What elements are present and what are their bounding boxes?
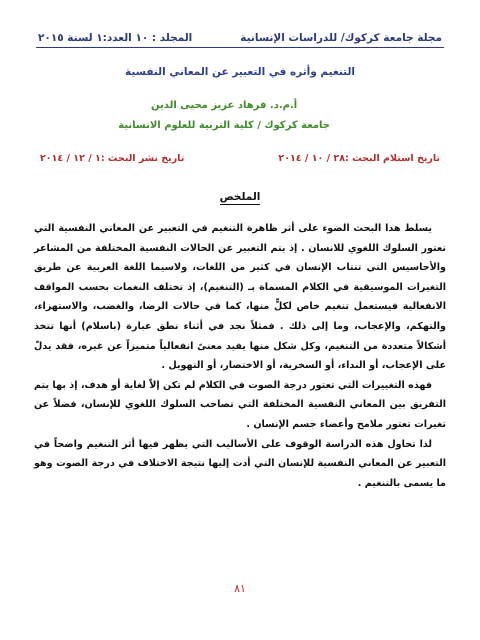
article-title: التنغيم وأثره في التعبير عن المعاني النفسية <box>124 66 355 78</box>
abstract-paragraph: فهذه التغييرات التي تعتور درجة الصوت في الكلام لم تكن إلاّ لغاية أو هدف، إذ بها يتم التفريق بين المعاني النفسية المختلفة التي تصاحب السلوك اللغوي للإنسان، فضلاً عن تغيرات تعتور ملامح وأعضاء جسم الإنسان . <box>34 379 446 430</box>
author-name: أ.م.د. فرهاد عزيز محيى الدين <box>151 100 298 111</box>
author-affiliation: جامعة كركوك / كلية التربية للعلوم الانسانية <box>118 120 330 131</box>
author-block <box>118 96 330 136</box>
abstract-body <box>34 219 446 493</box>
received-date: تاريخ استلام البحث :٢٨ / ١٠ / ٢٠١٤ <box>278 153 440 164</box>
abstract-heading-text: الملخص <box>219 191 261 203</box>
abstract-paragraph: يسلط هذا البحث الضوء على أثر ظاهرة التنغيم في التعبير عن المعاني النفسية التي تعتور السلوك اللغوي للانسان . إذ يتم التعبير عن الحالات النفسية المختلفة من المشاعر والأحاسيس التي تنتاب الإنسان في كثير من اللغات، ولاسيما اللغة العربية عن طريق التغيرات الموسيقية في الكلام المسماة بـ (التنغيم)، إذ تختلف النغمات بحسب المواقف الانفعالية فيستعمل تنغيم خاص لكلٍّ منها، كما في حالات الرضا، والغضب، والاستهزاء، والتهكم، والإعجاب، وما إلى ذلك . فمثلاً نجد في أثناء نطق عبارة (باسلام) أنها تتخذ أشكالاً متعددة من التنغيم، وكل شكل منها يفيد معنىً انفعالياً متميزاً عن غيره، فقد يدلّ على الإعجاب، أو النداء، أو السخرية، أو الاختصار، أو التهويل . <box>34 223 446 372</box>
volume-info: المجلد : ١٠ العدد:١ لسنة ٢٠١٥ <box>38 32 193 44</box>
header-divider <box>36 47 444 48</box>
date-line <box>40 153 440 164</box>
abstract-heading <box>0 191 480 203</box>
journal-name: مجلة جامعة كركوك/ للدراسات الإنسانية <box>240 32 442 44</box>
published-date: تاريخ نشر البحث :١ / ١٢ / ٢٠١٤ <box>40 153 185 164</box>
page-number: ٨١ <box>234 582 246 595</box>
running-header <box>38 26 442 44</box>
abstract-paragraph: لذا تحاول هذه الدراسة الوقوف على الأساليب التي يظهر فيها أثر التنغيم واضحاً في التعبير عن المعاني النفسية للإنسان التي أدت إليها نتيجة الاختلاف في درجة الصوت وهو ما يسمى بالتنغيم . <box>34 438 446 489</box>
